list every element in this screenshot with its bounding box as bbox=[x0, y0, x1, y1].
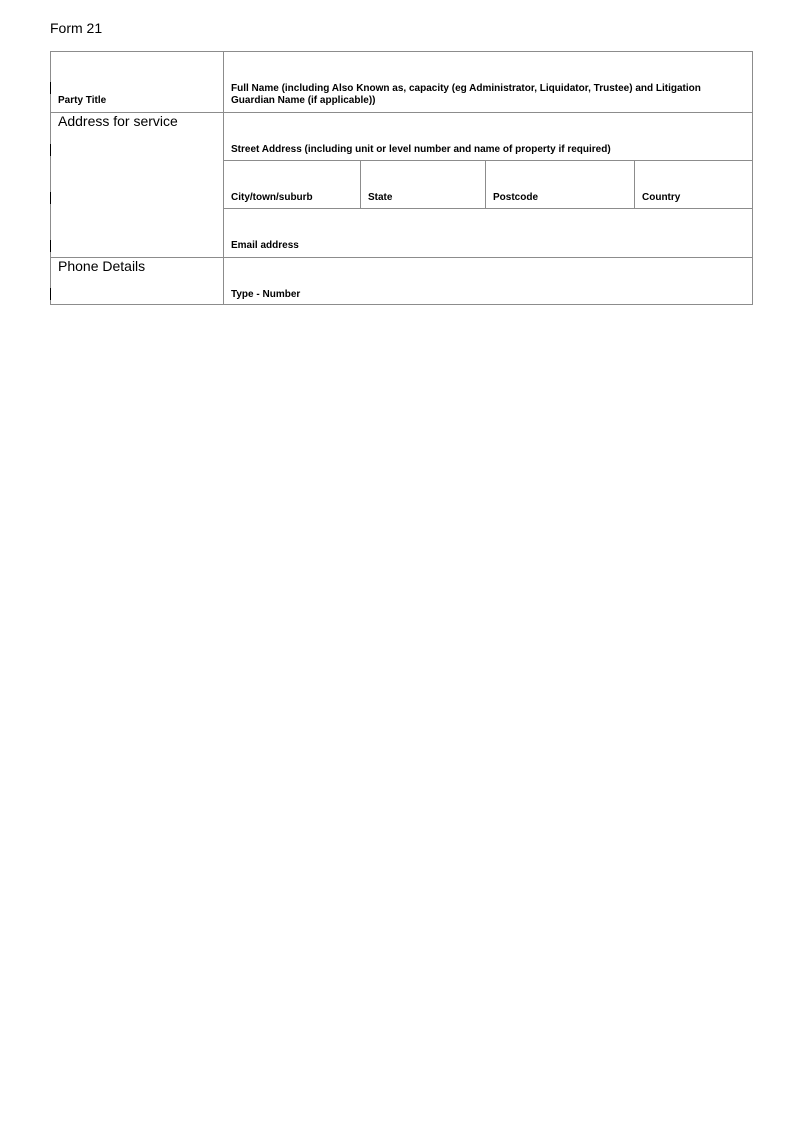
type-number-label: Type - Number bbox=[231, 289, 301, 300]
form-number: Form 21 bbox=[50, 20, 103, 36]
street-address-field[interactable] bbox=[224, 113, 752, 143]
margin-tick bbox=[50, 240, 51, 252]
margin-tick bbox=[50, 144, 51, 156]
address-section-label: Address for service bbox=[58, 113, 178, 129]
phone-section-label: Phone Details bbox=[58, 258, 146, 274]
party-title-label: Party Title bbox=[58, 95, 107, 106]
party-details-table bbox=[50, 51, 753, 305]
full-name-label: Full Name (including Also Known as, capacity (eg Administrator, Liquidator, Trustee) and Litigation Guardian Name (if applicable)) bbox=[231, 83, 701, 106]
margin-tick bbox=[50, 192, 51, 204]
country-label: Country bbox=[642, 192, 681, 203]
email-label: Email address bbox=[231, 240, 299, 251]
state-field[interactable] bbox=[361, 161, 485, 191]
street-address-label: Street Address (including unit or level number and name of property if required) bbox=[231, 144, 611, 155]
party-title-field[interactable] bbox=[51, 52, 223, 92]
full-name-field[interactable] bbox=[224, 52, 752, 82]
postcode-field[interactable] bbox=[486, 161, 634, 191]
city-field[interactable] bbox=[224, 161, 360, 191]
postcode-label: Postcode bbox=[493, 192, 539, 203]
email-field[interactable] bbox=[224, 209, 752, 239]
type-number-field[interactable] bbox=[224, 258, 752, 288]
margin-tick bbox=[50, 288, 51, 300]
city-label: City/town/suburb bbox=[231, 192, 313, 203]
state-label: State bbox=[368, 192, 393, 203]
country-field[interactable] bbox=[635, 161, 752, 191]
